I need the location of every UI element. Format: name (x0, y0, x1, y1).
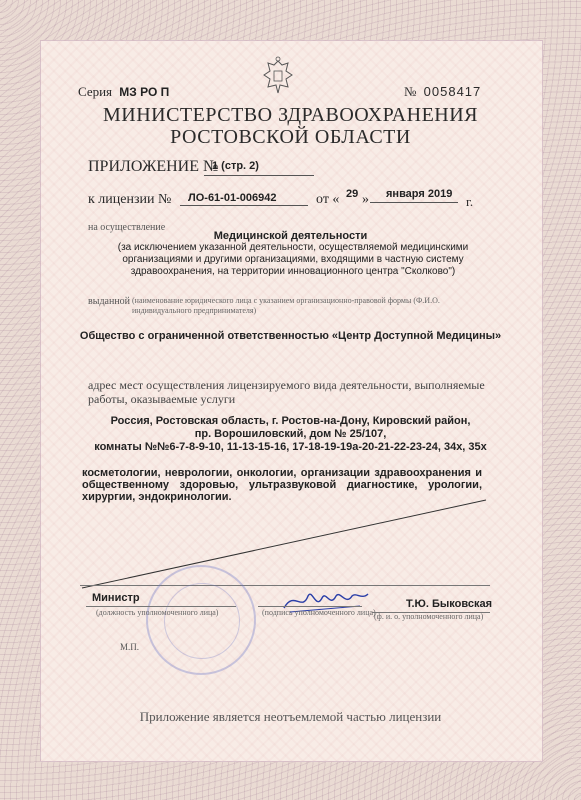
ministry-title-line2: РОСТОВСКОЙ ОБЛАСТИ (170, 126, 411, 148)
signature-underline (258, 606, 362, 607)
signature-hint: (подпись уполномоченного лица) (262, 608, 376, 617)
signer-position: Министр (92, 592, 140, 604)
license-day: 29 (346, 188, 359, 200)
series-value: МЗ РО П (119, 85, 170, 99)
issued-hint: (наименование юридического лица с указанием организационно-правовой формы (Ф.И.О. индивидуального предпринимателя) (132, 296, 440, 315)
activity-note: (за исключением указанной деятельности, осуществляемой медицинскими организациями и другими организациями, входящими в частную систему здравоохранения, на территории инновационного центра "Сколково") (117, 242, 469, 277)
footer-note: Приложение является неотъемлемой частью лицензии (139, 709, 442, 724)
license-month-year: января 2019 (386, 188, 453, 200)
official-stamp (146, 565, 256, 675)
year-suffix: г. (466, 194, 474, 209)
services-text: косметологии, неврологии, онкологии, организации здравоохранения и общественному здоровью, ультразвуковой диагностике, урологии, хирургии, эндокринологии. (82, 467, 482, 503)
number-row (404, 84, 481, 100)
date-quote-close: » (362, 192, 369, 207)
series-label: Серия (78, 84, 113, 99)
stamp-place-label: М.П. (120, 642, 140, 652)
series-row (78, 84, 169, 100)
coat-of-arms-emblem (260, 55, 296, 97)
license-label: к лицензии № (88, 192, 172, 207)
position-hint: (должность уполномоченного лица) (96, 608, 219, 617)
date-underline (370, 202, 458, 203)
appendix-label: ПРИЛОЖЕНИЕ № (88, 158, 219, 175)
address-label: адрес мест осуществления лицензируемого вида деятельности, выполняемые работы, оказываемые услуги (88, 378, 485, 406)
blank-strike-line (80, 498, 490, 590)
name-hint: (ф. и. о. уполномоченного лица) (374, 612, 484, 621)
address-line2: пр. Ворошиловский, дом № 25/107, (194, 428, 387, 440)
license-number-underline (180, 205, 308, 206)
stamp-inner-ring (164, 583, 240, 659)
address-line3: комнаты №№6-7-8-9-10, 11-13-15-16, 17-18-19-19а-20-21-22-23-24, 34х, 35х (94, 441, 487, 453)
issued-label: выданной (88, 296, 131, 307)
appendix-underline (204, 175, 314, 176)
appendix-value: 1 (стр. 2) (212, 160, 259, 172)
number-label: № (404, 84, 417, 99)
number-value: 0058417 (423, 84, 482, 99)
signer-name: Т.Ю. Быковская (406, 598, 493, 610)
ministry-title-line1: МИНИСТЕРСТВО ЗДРАВООХРАНЕНИЯ (102, 104, 479, 126)
activity-title: Медицинской деятельности (213, 230, 368, 242)
date-from-label: от « (316, 192, 340, 207)
activity-label: на осуществление (88, 222, 166, 233)
position-underline (86, 606, 236, 607)
organization-name: Общество с ограниченной ответственностью «Центр Доступной Медицины» (79, 330, 502, 342)
address-line1: Россия, Ростовская область, г. Ростов-на-Дону, Кировский район, (110, 415, 471, 427)
license-number: ЛО-61-01-006942 (188, 192, 277, 204)
